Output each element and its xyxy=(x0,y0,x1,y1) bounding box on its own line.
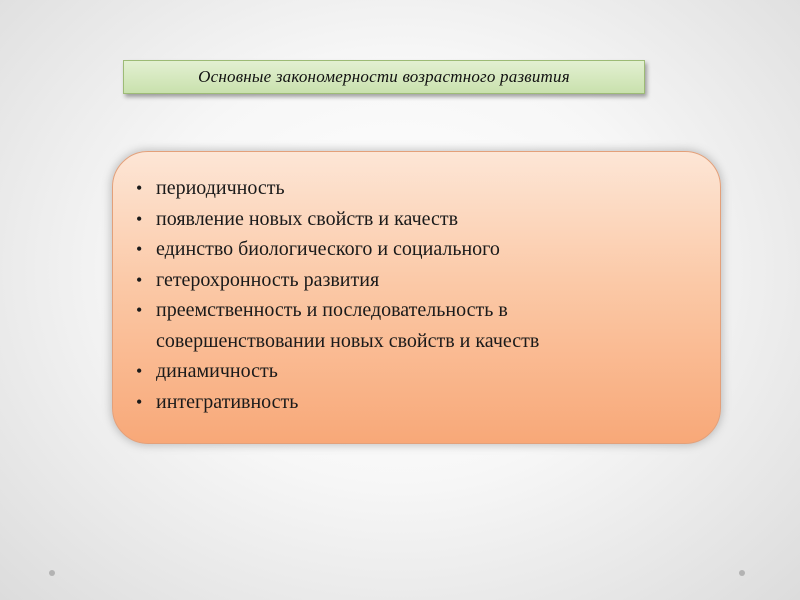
bullet-icon: • xyxy=(136,391,143,412)
corner-dot-icon xyxy=(49,570,55,576)
corner-dot-icon xyxy=(739,570,745,576)
bullet-icon: • xyxy=(136,239,143,259)
slide-title: Основные закономерности возрастного развития xyxy=(198,67,570,86)
list-item: • периодичность xyxy=(134,173,539,204)
list-item: • появление новых свойств и качеств xyxy=(134,204,539,235)
bullet-icon: • xyxy=(136,300,143,320)
list-item-continuation: совершенствовании новых свойств и качеств xyxy=(156,329,540,352)
list-item: • интегративность xyxy=(134,387,539,418)
bullet-icon: • xyxy=(136,361,143,381)
list-item: • гетерохронность развития xyxy=(134,265,539,296)
bullet-icon: • xyxy=(136,208,143,229)
bullet-list xyxy=(134,173,539,417)
bullet-icon: • xyxy=(136,269,143,290)
list-item: • динамичность xyxy=(134,356,539,387)
list-item: • единство биологического и социального xyxy=(134,234,539,265)
bullet-icon: • xyxy=(136,178,143,198)
list-item: • преемственность и последовательность в xyxy=(134,295,539,326)
slide-title-box xyxy=(123,60,645,94)
